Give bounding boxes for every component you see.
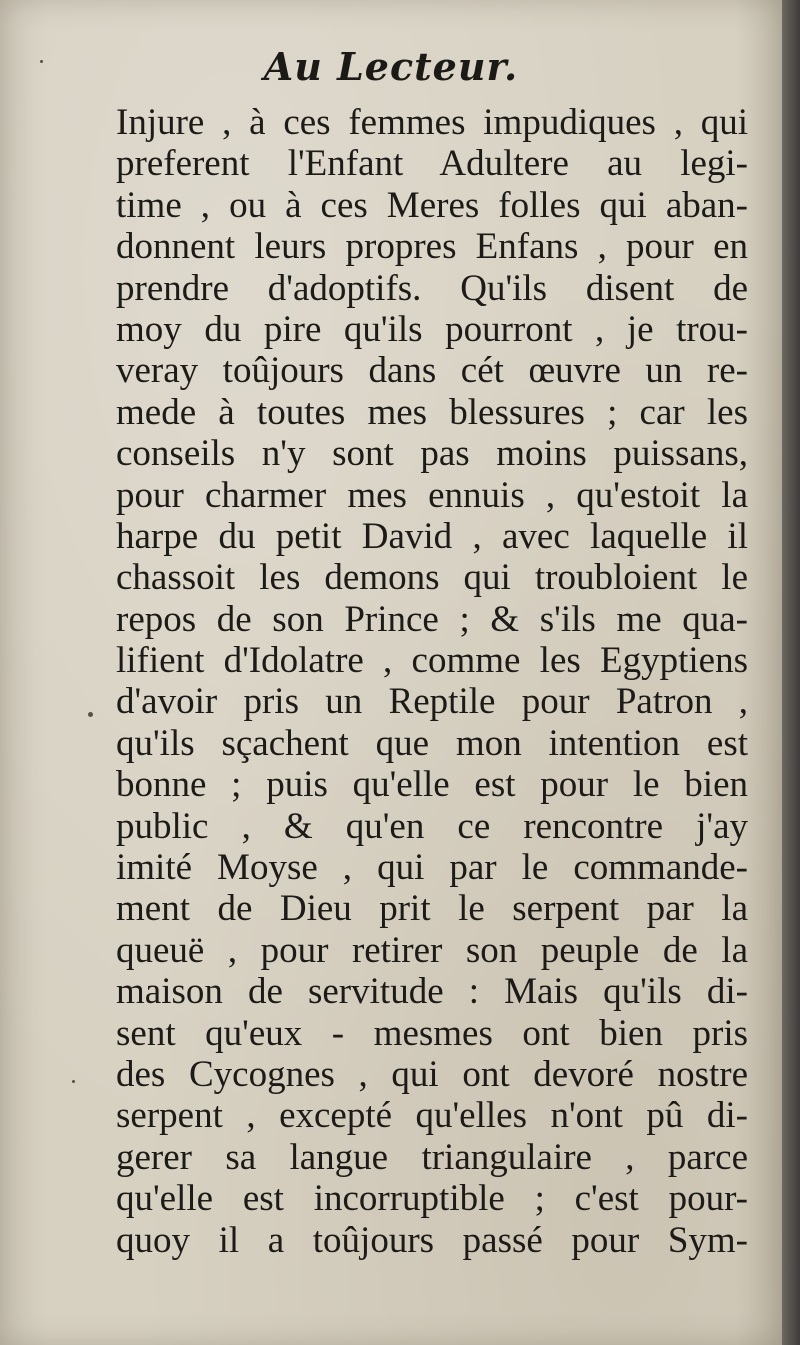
text-line: pour charmer mes ennuis , qu'estoit la — [116, 474, 748, 516]
text-line: gerer sa langue triangulaire , parce — [116, 1136, 748, 1178]
page-edge — [782, 0, 800, 1345]
text-line: maison de servitude : Mais qu'ils di- — [116, 971, 748, 1013]
paper-speck — [88, 712, 93, 717]
text-line: serpent , excepté qu'elles n'ont pû di- — [116, 1095, 748, 1137]
text-line: qu'elle est incorruptible ; c'est pour- — [116, 1178, 748, 1220]
text-line: imité Moyse , qui par le commande- — [116, 847, 748, 889]
text-line: repos de son Prince ; & s'ils me qua- — [116, 598, 748, 640]
text-line: ment de Dieu prit le serpent par la — [116, 888, 748, 930]
text-line: qu'ils sçachent que mon intention est — [116, 722, 748, 764]
text-line: Injure , à ces femmes impudiques , qui — [116, 102, 748, 143]
text-line: quoy il a toûjours passé pour Sym- — [116, 1219, 748, 1261]
text-line: lifient d'Idolatre , comme les Egyptiens — [116, 640, 748, 682]
text-line: des Cycognes , qui ont devoré nostre — [116, 1053, 748, 1095]
text-line: prendre d'adoptifs. Qu'ils disent de — [116, 267, 748, 309]
body-text — [116, 102, 748, 1261]
paper-speck — [72, 1080, 75, 1083]
text-line: donnent leurs propres Enfans , pour en — [116, 226, 748, 268]
paper-speck — [40, 60, 43, 63]
text-line: public , & qu'en ce rencontre j'ay — [116, 805, 748, 847]
text-line: d'avoir pris un Reptile pour Patron , — [116, 681, 748, 723]
running-head: Au Lecteur. — [263, 44, 519, 89]
text-line: bonne ; puis qu'elle est pour le bien — [116, 764, 748, 806]
text-line: time , ou à ces Meres folles qui aban- — [116, 184, 748, 226]
text-line: mede à toutes mes blessures ; car les — [116, 391, 748, 433]
text-line: harpe du petit David , avec laquelle il — [116, 515, 748, 557]
text-line: veray toûjours dans cét œuvre un re- — [116, 350, 748, 392]
text-line: moy du pire qu'ils pourront , je trou- — [116, 308, 748, 350]
text-line: queuë , pour retirer son peuple de la — [116, 929, 748, 971]
text-line: preferent l'Enfant Adultere au legi- — [116, 143, 748, 185]
text-line: sent qu'eux - mesmes ont bien pris — [116, 1012, 748, 1054]
text-line: conseils n'y sont pas moins puissans, — [116, 433, 748, 475]
text-line: chassoit les demons qui troubloient le — [116, 557, 748, 599]
